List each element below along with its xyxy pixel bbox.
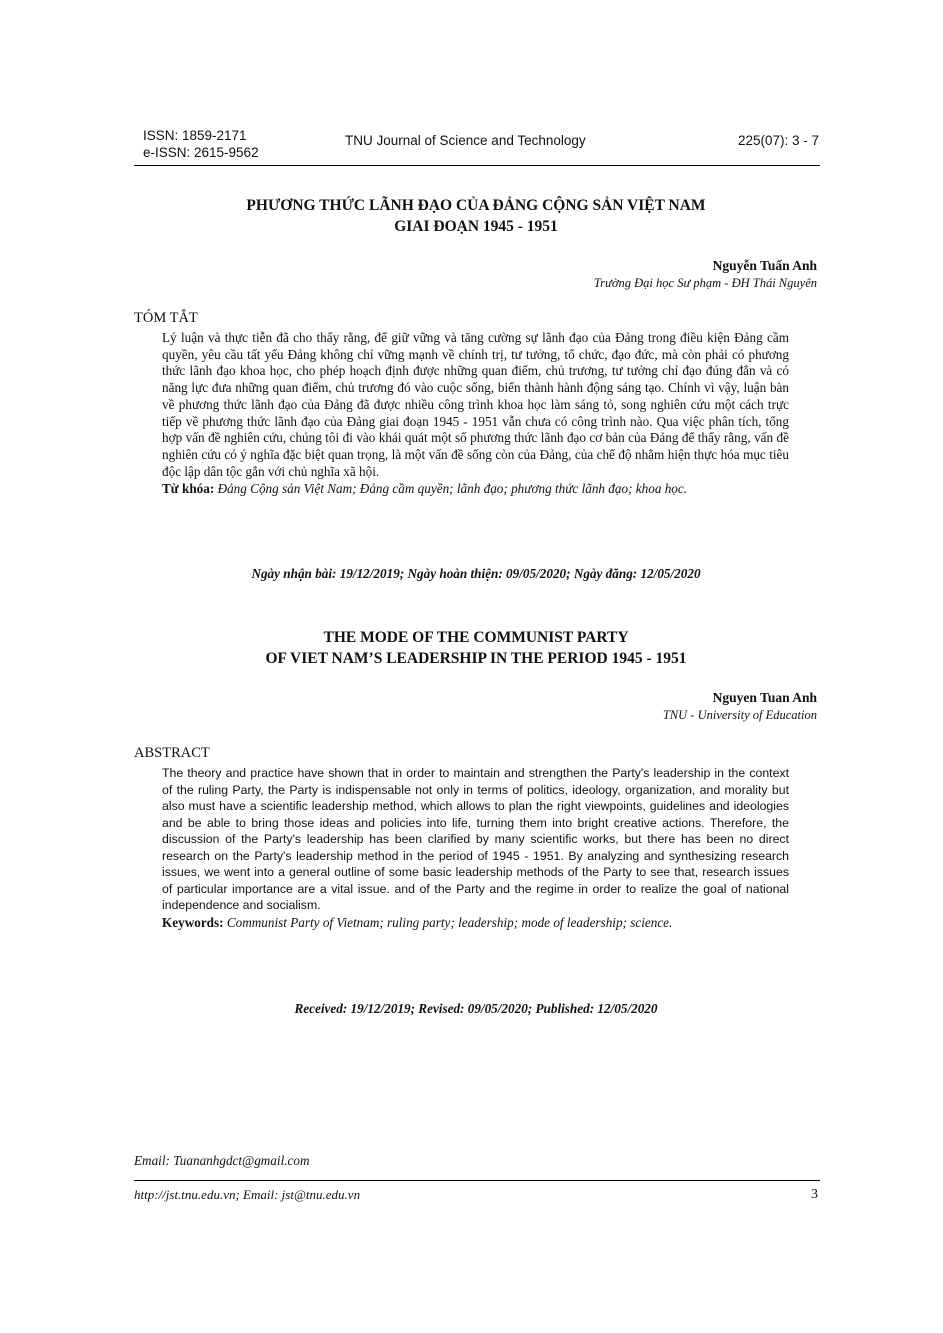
issn-block [143, 127, 259, 161]
section-heading-abstract: ABSTRACT [134, 745, 210, 761]
abstract-vi-text: Lý luận và thực tiễn đã cho thấy rằng, để giữ vững và tăng cường sự lãnh đạo của Đảng trong điều kiện Đảng cầm quyền, yêu cầu tất yếu Đảng không chỉ vững mạnh về chính trị, tư tưởng, tổ chức, đạo đức, mà còn phải có phương thức lãnh đạo khoa học, cho phép hoạch định được những quan điểm, chủ trương, tư tưởng chỉ đạo đúng đắn và có năng lực đưa những quan điểm, chủ trương đó vào cuộc sống, biến thành hành động sáng tạo. Chính vì vậy, luận bàn về phương thức lãnh đạo của Đảng đã được nhiều công trình khoa học làm sáng tỏ, song nghiên cứu một cách trực tiếp về phương thức lãnh đạo của Đảng giai đoạn 1945 - 1951 vẫn chưa có công trình nào. Qua việc phân tích, tổng hợp vấn đề nghiên cứu, chúng tôi đi vào khái quát một số phương thức lãnh đạo cơ bản của Đảng để thấy rằng, vấn đề nghiên cứu có ý nghĩa đặc biệt quan trọng, là một vấn đề sống còn của Đảng, của chế độ nhằm hiện thực hóa mục tiêu độc lập dân tộc gắn với chủ nghĩa xã hội. [162, 330, 789, 479]
abstract-vietnamese [162, 330, 789, 497]
keywords-vi-list: Đảng Cộng sản Việt Nam; Đảng cầm quyền; lãnh đạo; phương thức lãnh đạo; khoa học. [217, 481, 688, 497]
issn: ISSN: 1859-2171 [143, 128, 247, 143]
title-vi-line-1: PHƯƠNG THỨC LÃNH ĐẠO CỦA ĐẢNG CỘNG SẢN VIỆT NAM [246, 197, 706, 214]
footer-divider [134, 1180, 820, 1181]
section-heading-tom-tat: TÓM TẮT [134, 310, 198, 326]
title-en-line-1: THE MODE OF THE COMMUNIST PARTY [323, 629, 629, 646]
author-email: Email: Tuananhgdct@gmail.com [134, 1153, 310, 1168]
title-en-line-2: OF VIET NAM’S LEADERSHIP IN THE PERIOD 1945 - 1951 [265, 650, 687, 667]
title-vi-line-2: GIAI ĐOẠN 1945 - 1951 [394, 218, 558, 235]
page-footer [134, 1187, 818, 1203]
dates-en: Received: 19/12/2019; Revised: 09/05/2020; Published: 12/05/2020 [294, 1001, 658, 1016]
keywords-en [162, 914, 789, 931]
page-number: 3 [811, 1187, 818, 1202]
footer-links: http://jst.tnu.edu.vn; Email: jst@tnu.edu.vn [134, 1187, 361, 1202]
keywords-vi-label: Từ khóa: [162, 481, 215, 497]
eissn: e-ISSN: 2615-9562 [143, 145, 259, 160]
dates-vi: Ngày nhận bài: 19/12/2019; Ngày hoàn thiện: 09/05/2020; Ngày đăng: 12/05/2020 [251, 566, 701, 581]
keywords-vi [162, 480, 789, 497]
author-vi: Nguyễn Tuấn Anh [712, 258, 817, 273]
volume-pages: 225(07): 3 - 7 [737, 133, 819, 148]
affiliation-en: TNU - University of Education [662, 708, 817, 722]
title-vietnamese [134, 195, 818, 237]
journal-header [143, 127, 819, 167]
abstract-en-text: The theory and practice have shown that in order to maintain and strengthen the Party's leadership in the context of the ruling Party, the Party is indispensable not only in terms of politics, ideology, organization, and morality but also must have a scientific leadership method, which allows to plan the right viewpoints, guidelines and ideologies and be able to bring those ideas and policies into life, turning them into bright creative actions. Therefore, the discussion of the Party's leadership has been clarified by many scientific works, but there has been no direct research on the Party's leadership method in the period of 1945 - 1951. By analyzing and synthesizing research issues, we went into a general outline of some basic leadership methods of the Party to see that, research issues of particular importance are a vital issue. and of the Party and the regime in order to realize the goal of national independence and socialism. [162, 766, 789, 912]
keywords-en-label: Keywords: [162, 914, 224, 930]
journal-name: TNU Journal of Science and Technology [345, 133, 586, 148]
abstract-english [162, 765, 789, 931]
keywords-en-list: Communist Party of Vietnam; ruling party; leadership; mode of leadership; science. [226, 914, 673, 930]
author-en: Nguyen Tuan Anh [712, 690, 817, 705]
header-divider [134, 165, 820, 166]
affiliation-vi: Trường Đại học Sư phạm - ĐH Thái Nguyên [593, 276, 817, 290]
title-english [134, 627, 818, 669]
